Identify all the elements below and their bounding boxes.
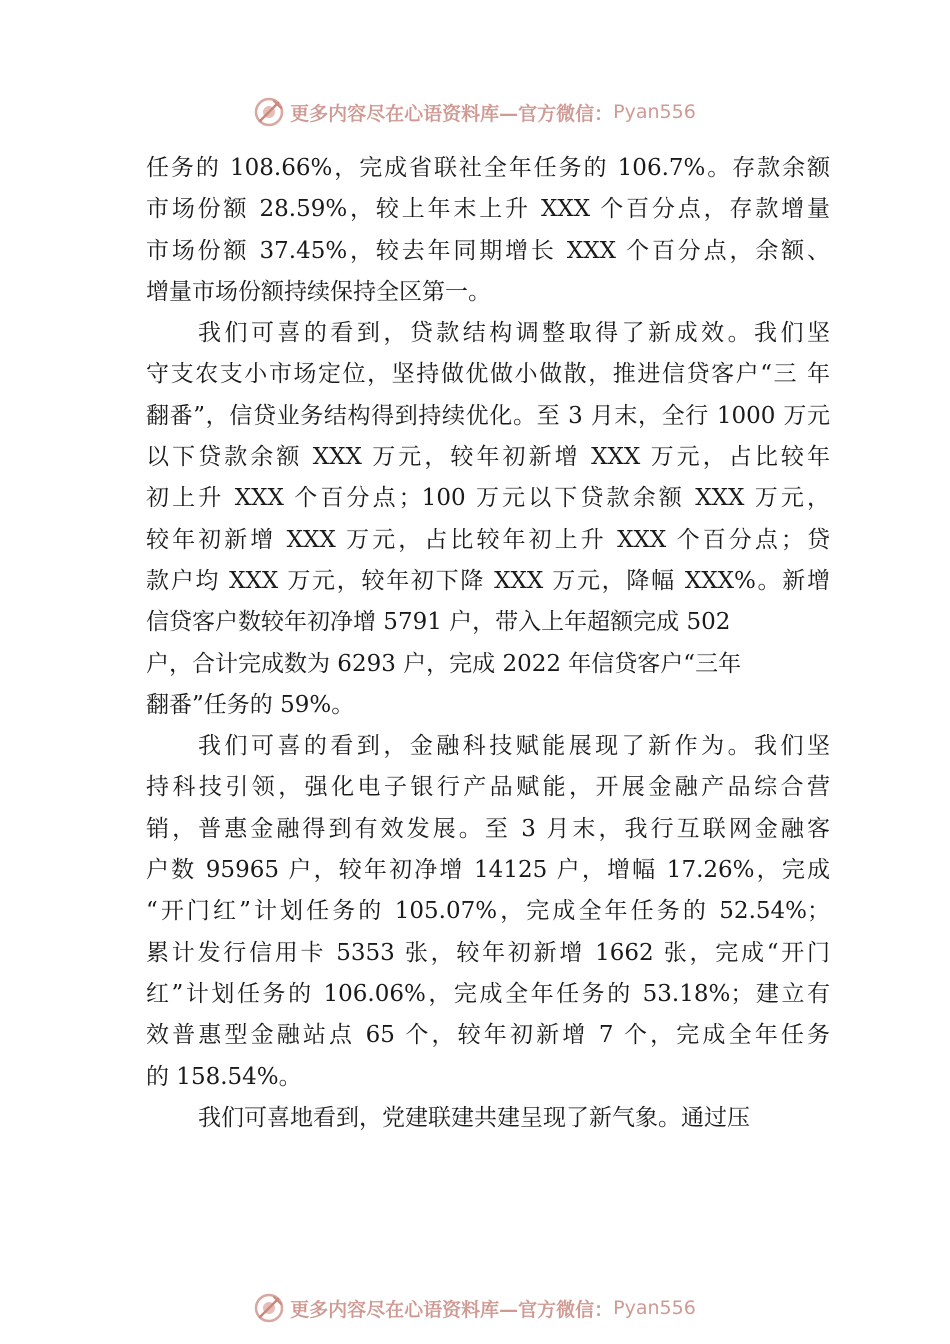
body-line: 信贷客户数较年初净增 5791 户，带入上年超额完成 502 — [146, 609, 731, 636]
footer-banner — [0, 1288, 950, 1328]
body-line: 以下贷款余额 XXX 万元，较年初新增 XXX 万元，占比较年 — [146, 444, 830, 471]
body-line: 增量市场份额持续保持全区第一。 — [146, 278, 491, 305]
body-line: 户，合计完成数为 6293 户，完成 2022 年信贷客户“三年 — [146, 650, 742, 677]
body-line: 我们可喜的看到，贷款结构调整取得了新成效。我们坚 — [198, 320, 830, 347]
body-line: 任务的 108.66%，完成省联社全年任务的 106.7%。存款余额 — [146, 155, 830, 181]
body-line: 销，普惠金融得到有效发展。至 3 月末，我行互联网金融客 — [146, 815, 830, 842]
body-line: 较年初新增 XXX 万元，占比较年初上升 XXX 个百分点；贷 — [146, 526, 830, 553]
brand-logo-icon — [254, 97, 284, 127]
body-line: 守支农支小市场定位，坚持做优做小做散，推进信贷客户“三 年 — [146, 361, 830, 388]
body-line: 初上升 XXX 个百分点；100 万元以下贷款余额 XXX 万元， — [146, 485, 830, 512]
body-line: 翻番”，信贷业务结构得到持续优化。至 3 月末，全行 1000 万元 — [146, 402, 830, 429]
header-banner — [0, 92, 950, 132]
body-line: “开门红”计划任务的 105.07%，完成全年任务的 52.54%； — [146, 898, 830, 925]
body-line: 市场份额 37.45%，较去年同期增长 XXX 个百分点，余额、 — [146, 237, 830, 264]
body-line: 市场份额 28.59%，较上年末上升 XXX 个百分点，存款增量 — [146, 196, 830, 223]
body-line: 的 158.54%。 — [146, 1063, 302, 1090]
body-line: 翻番”任务的 59%。 — [146, 691, 355, 718]
brand-logo-icon — [254, 1293, 284, 1323]
body-line: 户数 95965 户，较年初净增 14125 户，增幅 17.26%，完成 — [146, 857, 830, 884]
body-line: 累计发行信用卡 5353 张，较年初新增 1662 张，完成“开门 — [146, 939, 830, 966]
header-wechat-id: Pyan556 — [613, 101, 696, 123]
body-line: 我们可喜地看到，党建联建共建呈现了新气象。通过压 — [198, 1104, 750, 1131]
body-line: 款户均 XXX 万元，较年初下降 XXX 万元，降幅 XXX%。新增 — [146, 567, 830, 594]
body-line: 我们可喜的看到，金融科技赋能展现了新作为。我们坚 — [198, 733, 830, 760]
body-line: 效普惠型金融站点 65 个，较年初新增 7 个，完成全年任务 — [146, 1022, 830, 1049]
document-body — [146, 148, 830, 1139]
footer-wechat-id: Pyan556 — [613, 1297, 696, 1319]
header-banner-text: 更多内容尽在心语资料库—官方微信： — [290, 102, 614, 125]
footer-banner-text: 更多内容尽在心语资料库—官方微信： — [290, 1298, 614, 1321]
body-line: 红”计划任务的 106.06%，完成全年任务的 53.18%；建立有 — [146, 980, 830, 1007]
body-line: 持科技引领，强化电子银行产品赋能，开展金融产品综合营 — [146, 774, 830, 801]
